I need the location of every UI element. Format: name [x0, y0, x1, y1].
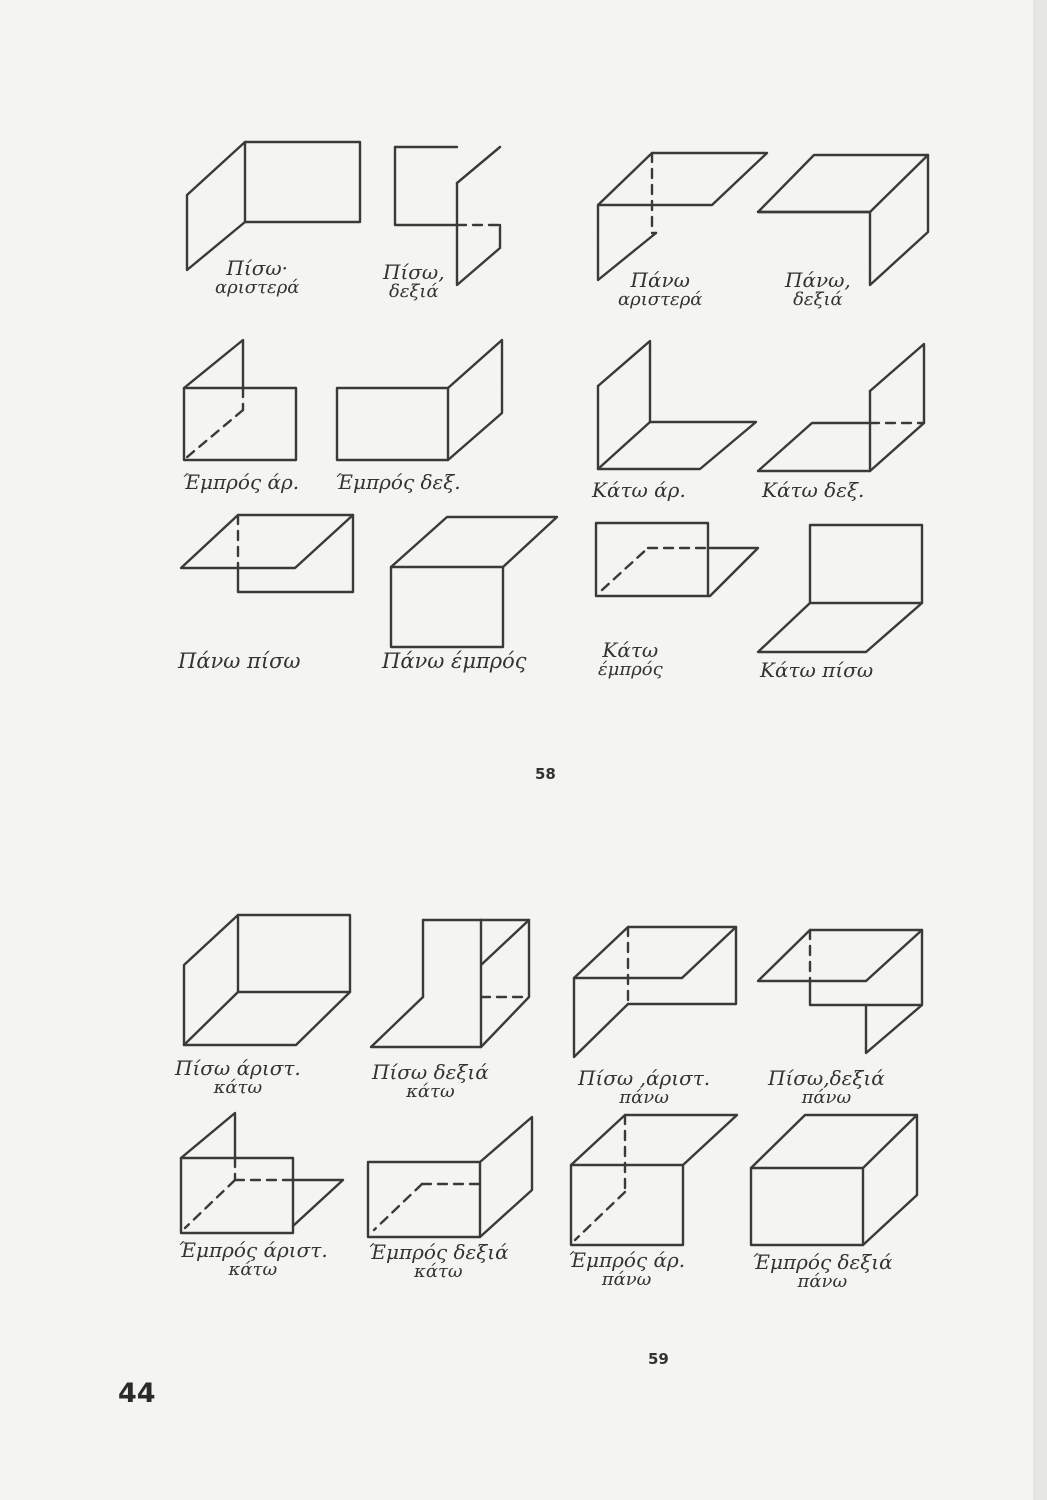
caption-59-8: Έμπρός δεξιά πάνω	[752, 1250, 893, 1292]
drawing-bottom-front	[590, 518, 765, 603]
caption-59-2: Πίσω δεξιά κάτω	[372, 1060, 489, 1102]
caption-59-3: Πίσω ,άριστ. πάνω	[578, 1066, 711, 1108]
caption-58-7: Κάτω άρ.	[592, 478, 686, 502]
caption-58-10: Πάνω έμπρός	[382, 649, 527, 673]
figure-number-59: 59	[648, 1350, 669, 1368]
caption-59-1: Πίσω άριστ. κάτω	[175, 1056, 301, 1098]
caption-59-5: Έμπρός άριστ. κάτω	[178, 1238, 328, 1280]
caption-58-2: Πίσω, δεξιά	[383, 260, 445, 302]
caption-58-1: Πίσω· αριστερά	[215, 256, 300, 298]
drawing-front-right-top	[745, 1110, 925, 1250]
page-number: 44	[118, 1378, 156, 1409]
caption-59-4: Πίσω,δεξιά πάνω	[768, 1066, 885, 1108]
figure-number-58: 58	[535, 765, 556, 783]
caption-59-7: Έμπρός άρ. πάνω	[568, 1248, 686, 1290]
drawing-back-right-bottom	[365, 915, 540, 1055]
drawing-back-left-bottom	[178, 910, 358, 1050]
drawing-back-right-top	[752, 925, 932, 1060]
caption-58-8: Κάτω δεξ.	[762, 478, 865, 502]
drawing-front-left-bottom	[175, 1108, 350, 1238]
drawing-bottom-right	[752, 336, 932, 476]
drawing-top-front	[385, 512, 560, 652]
caption-58-9: Πάνω πίσω	[178, 649, 301, 673]
drawing-front-right-bottom	[362, 1112, 537, 1242]
caption-58-12: Κάτω πίσω	[760, 658, 874, 682]
drawing-bottom-left	[592, 336, 762, 476]
caption-58-5: Έμπρός άρ.	[182, 470, 300, 494]
page-edge	[1033, 0, 1047, 1500]
caption-59-6: Έμπρός δεξιά κάτω	[368, 1240, 509, 1282]
drawing-top-back	[175, 510, 360, 595]
drawing-back-left	[180, 135, 370, 275]
drawing-top-left	[592, 148, 772, 288]
drawing-bottom-back	[752, 520, 932, 660]
caption-58-4: Πάνω, δεξιά	[785, 268, 851, 310]
drawing-front-left	[178, 335, 303, 470]
caption-58-6: Έμπρός δεξ.	[335, 470, 461, 494]
drawing-front-left-top	[565, 1110, 745, 1250]
caption-58-11: Κάτω έμπρός	[598, 638, 663, 680]
caption-58-3: Πάνω αριστερά	[618, 268, 703, 310]
drawing-back-left-top	[568, 922, 743, 1062]
drawing-front-right	[330, 335, 510, 470]
